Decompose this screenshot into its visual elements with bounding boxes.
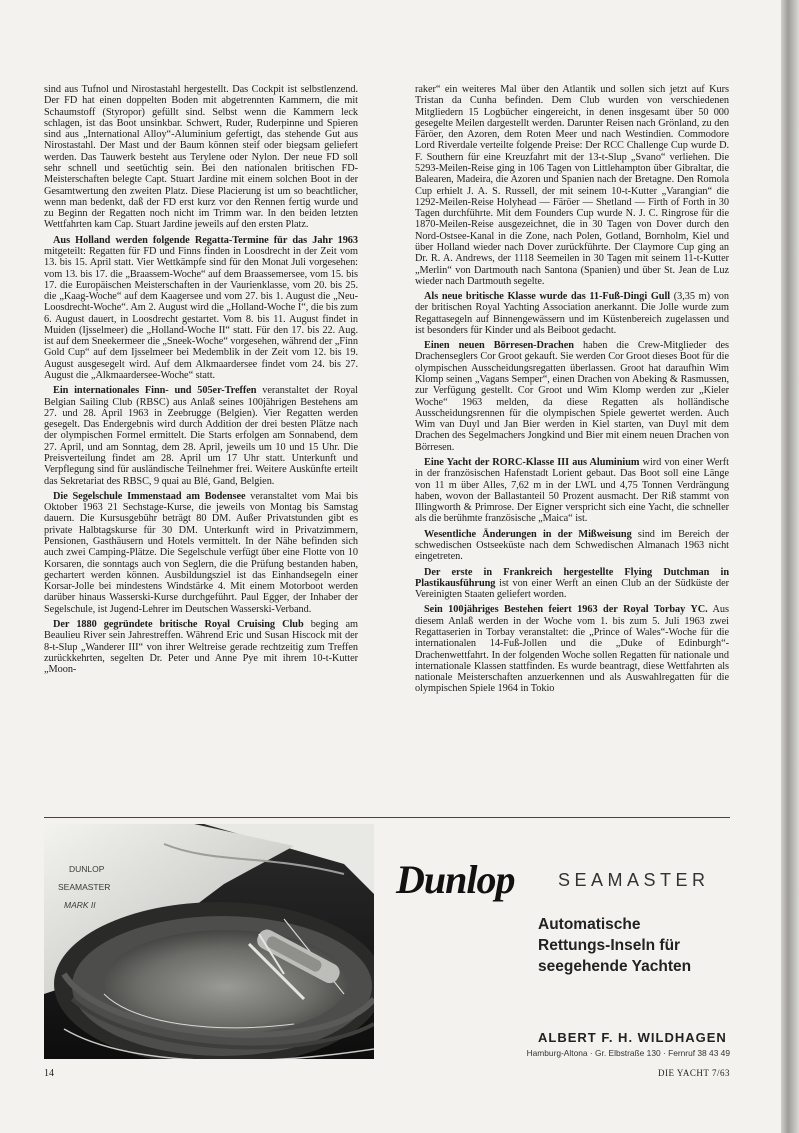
news-paragraph (415, 529, 729, 563)
dunlop-advertisement (44, 824, 730, 1060)
paragraph-text: sind im Bereich der schwedischen Ostseeküste nach dem Schwedischen Almanach 1963 nicht eingetreten. (415, 528, 729, 563)
paragraph-text: Aus diesem Anlaß werden in der Woche vom 1. bis zum 5. Juli 1963 zwei Regattaserien in Torbay veranstaltet: die „Prince of Wales“-Woche für die internationalen 14-Fuß-Jollen und die „Duke of Edinburgh“-Drachenwettfahrt. In der folgenden Woche sollen Regatten für nationale und internationale Klassen stattfinden. Es wurde beantragt, diese Wettfahrten als nationale Meisterschaften anzuerkennen und als Auswahlregatten für die olympischen Spiele 1964 in Tokio (415, 604, 729, 695)
raft-label-line: DUNLOP (69, 864, 105, 874)
liferaft-photo (44, 824, 374, 1059)
dunlop-logo: Dunlop (396, 857, 515, 902)
paragraph-lead: Als neue britische Klasse wurde das 11-Fuß-Dingi Gull (424, 291, 671, 303)
paragraph-text: sind aus Tufnol und Nirostastahl hergestellt. Das Cockpit ist selbstlenzend. Der FD hat einen doppelten Boden mit abgetrennten Kammern, die mit Schaumstoff (Styropor) gefüllt sind. Selbst wenn die Kammern leck schlagen, ist das Boot unsinkbar. Schwert, Ruder, Ruderpinne und Spieren sind aus „International Alloy“-Aluminium gefertigt, das stehende Gut aus Nirostastahl. Der Mast und der Baum können steif oder biegsam geliefert werden. Das Tauwerk besteht aus Terylene oder Nylon. Der neue FD soll sehr schnell und seetüchtig sein. Bei den nationalen britischen FD-Meisterschaften belegte Capt. Stuart Jardine mit einem solchen Boot in der Gesamtwertung den zweiten Platz. Diese Placierung ist um so beachtlicher, wenn man bedenkt, daß der FD erst kurz vor den Rennen fertig wurde und zu Beginn der Regatten noch nicht im Trimm war. In den beiden letzten Wettfahrten kam Cap. Stuart Jardine jeweils auf den ersten Platz. (44, 84, 358, 231)
section-divider (44, 817, 730, 818)
product-name: SEAMASTER (558, 870, 710, 890)
paragraph-lead: Eine Yacht der RORC-Klasse III aus Aluminium (424, 457, 640, 468)
news-paragraph (415, 84, 729, 287)
paragraph-text: wird von einer Werft in der französischen Hafenstadt Lorient gebaut. Das Boot soll eine Länge von 11 m über Alles, 7,62 m in der LWL und 4,75 Tonnen Verdrängung haben, wovon der Ballastanteil 50 Prozent ausmacht. Der Riß stammt von Illingworth & Primrose. Der Eigner verspricht sich eine Yacht, die schneller als die berühmte französische „Maica“ ist. (415, 457, 729, 525)
paragraph-text: mitgeteilt: Regatten für FD und Finns finden in Loosdrecht in der Zeit vom 13. bis 15. April statt. Vier Wettkämpfe sind für den Monat Juli vorgesehen: vom 13. bis 17. die „Braassem-Woche“ auf dem Braassemersee, vom 15. bis 17. die Europäischen Meisterschaften in der Vaurienklasse, vom 20. bis 25. die „Kaag-Woche“ auf dem Kaagersee und vom 27. bis 1. August die „Neu-Loosdrecht-Woche“. Am 2. August wird die „Holland-Woche I“, die bis zum 6. August dauert, in Loosdrecht gestartet. Vom 8. bis 11. August findet in Muiden (Ijsselmeer) die „Holland-Woche II“ statt. Für den 17. bis 22. Aug. ist auf dem Sneekermeer die „Sneek-Woche“ vorgesehen, während der „Finn Gold Cup“ auf dem Ijsselmeer bei Medemblik in der Zeit vom 12. bis 19. August ausgesegelt wird. Auf dem Alkmaardersee findet vom 24. bis 27. August die „Alkmaardersee-Woche“ statt. (44, 245, 358, 382)
page-edge (781, 0, 799, 1133)
news-paragraph (415, 457, 729, 525)
paragraph-text: ist von einer Werft an einen Club an der Südküste der Vereinigten Staaten geliefert worden. (415, 577, 729, 601)
news-paragraph (415, 567, 729, 601)
news-paragraph (44, 491, 358, 615)
raft-label-line: MARK II (64, 900, 96, 910)
paragraph-text: beging am Beaulieu River sein Jahrestreffen. Während Eric und Susan Hiscock mit der 8-t-Slup „Wanderer III“ von ihrer Weltreise gerade rechtzeitig zum Treffen zurückkehrten, segelten Dr. Peter und Anne Pye mit ihrem 10-t-Kutter „Moon- (44, 618, 358, 676)
news-paragraph (44, 385, 358, 487)
liferaft-illustration (44, 824, 374, 1059)
paragraph-lead: Der erste in Frankreich hergestellte Flying Dutchman in Plastikausführung (415, 566, 729, 589)
news-paragraph (44, 235, 358, 382)
paragraph-lead: Aus Holland werden folgende Regatta-Termine für das Jahr 1963 (53, 234, 358, 246)
paragraph-text: raker“ ein weiteres Mal über den Atlantik und sollen sich jetzt auf Kurs Tristan da Cunha befinden. Dem Club wurden von verschiedenen Mitgliedern 15 Logbücher eingereicht, in denen insgesamt über 50 000 gesegelte Meilen dargestellt werden. Darunter Reisen nach Grönland, zu den Färöer, den Azoren, dem Roten Meer und nach Westindien. Commodore Lord Riverdale verteilte folgende Preise: Der RCC Challenge Cup wurde D. F. Southern für eine Kreuzfahrt mit der 13-t-Slup „Svano“ verliehen. Die 5293-Meilen-Reise ging in 106 Tagen von Littlehampton über Gibraltar, die Balearen, Madeira, die Azoren und Spanien nach der Bretagne. Den Romola Cup erhielt J. A. S. Russell, der mit seinem 10-t-Kutter „Varangian“ die 1292-Meilen-Reise Holyhead — Färöer — Shetland — Firth of Forth in 30 Tagen durchführte. Mit dem Founders Cup wurde N. J. C. Ringrose für die 1870-Meilen-Reise ausgezeichnet, die in 30 Tagen von Dover durch den Nord-Ostsee-Kanal in die Zone, nach Polen, Gotland, Bornholm, Kiel und über Holland wieder nach Dover zurückführte. Der Claymore Cup ging an Dr. R. A. Andrews, der 1118 Seemeilen in 30 Tagen mit seinem 11-t-Kutter „Merlin“ von Dartmouth nach Santona (Spanien) und über St. Jean de Luz wieder nach Dartmouth segelte. (415, 84, 729, 287)
paragraph-text: haben die Crew-Mitglieder des Drachenseglers Cor Groot gekauft. Sie werden Cor Groot dieses Boot für die olympischen Ausscheidungsregatten überlassen. Groot hat daraufhin Wim Klomp seinen „Vagans Semper“, einen Drachen von Abeking & Rasmussen, zur Verfügung gestellt. Cor Groot und Wim Klomp werden zur „Kieler Woche“ 1963 melden, da diese Regatten als holländische Ausscheidungsrennen für die olympischen Spiele gewertet werden. Auch Wim van Duyl und Jan Bier werden in Kiel starten, van Duyl mit dem Drachen des Segelmachers Jongkind und Bier mit einem neuen Drachen von Börresen. (415, 340, 729, 453)
paragraph-lead: Der 1880 gegründete britische Royal Cruising Club (53, 618, 304, 630)
dealer-name: ALBERT F. H. WILDHAGEN (538, 1030, 727, 1045)
paragraph-lead: Wesentliche Änderungen in der Mißweisung (424, 528, 632, 540)
paragraph-lead: Die Segelschule Immenstaad am Bodensee (53, 490, 246, 502)
paragraph-lead: Ein internationales Finn- und 505er-Treffen (53, 385, 257, 397)
issue-footer: DIE YACHT 7/63 (658, 1068, 730, 1078)
article-column-left (44, 84, 358, 806)
dealer-address: Hamburg-Altona · Gr. Elbstraße 130 · Fernruf 38 43 49 (526, 1048, 730, 1058)
page-number: 14 (44, 1068, 54, 1079)
paragraph-text: veranstaltet der Royal Belgian Sailing Club (RBSC) aus Anlaß seines 100jährigen Bestehens am 27. und 28. April 1963 in Zeebrugge (Belgien). Vier Regatten werden gesegelt. Das Endergebnis wird durch Addition der drei besten Plätze nach der olympischen Formel ermittelt. Die Starts erfolgen am Sonnabend, dem 27. April, und am Sonntag, dem 28. April, jeweils um 10 und 15 Uhr. Die Preisverteilung findet am 28. April um 17 Uhr statt. Unterkunft und Verpflegung sind für ausländische Teilnehmer frei. Weitere Auskünfte erteilt das Sekretariat des RBSC, 9 quai au Blé, Gand, Belgien. (44, 385, 358, 487)
news-paragraph (415, 291, 729, 336)
tagline-line: seegehende Yachten (538, 958, 692, 975)
news-paragraph (415, 340, 729, 453)
news-paragraph (415, 604, 729, 694)
tagline-line: Automatische (538, 916, 641, 933)
paragraph-text: veranstaltet vom Mai bis Oktober 1963 21 Sechstage-Kurse, die jeweils von Montag bis Samstag dauern. Die Kursusgebühr beträgt 80 DM. Außer Privatstunden gibt es private Halbtagskurse für 30 DM. Unterkunft wird in Privatzimmern, Pensionen, Gasthäusern und Hotels vermittelt. In der Nähe befinden sich auch zwei Camping-Plätze. Die Segelschule verfügt über eine Flotte von 10 Korsaren, die sonntags auch von Seglern, die die Prüfung bestanden haben, gechartert werden können. Ausbildungsziel ist das Einhandsegeln einer Korsar-Jolle bei mindestens Windstärke 4. Mit einem Motorboot werden darüber hinaus Wasserski-Kurse durchgeführt. Paul Egger, der Inhaber der Segelschule, ist Jugend-Lehrer im Deutschen Wasserski-Verband. (44, 490, 358, 615)
tagline-line: Rettungs-Inseln für (538, 937, 681, 954)
news-paragraph (44, 84, 358, 231)
paragraph-lead: Einen neuen Börresen-Drachen (424, 340, 574, 352)
paragraph-lead: Sein 100jähriges Bestehen feiert 1963 der Royal Torbay YC. (424, 604, 708, 616)
ad-tagline (538, 914, 730, 977)
raft-label-line: SEAMASTER (58, 882, 111, 892)
article-column-right (415, 84, 729, 806)
brand-lockup (396, 857, 730, 902)
paragraph-text: (3,35 m) von der britischen Royal Yachting Association anerkannt. Die Jolle wurde zum Regattasegeln auf Binnengewässern und im Küstenbereich zugelassen und ist besonders für Kinder und als Beiboot gedacht. (415, 291, 729, 336)
news-paragraph (44, 619, 358, 675)
